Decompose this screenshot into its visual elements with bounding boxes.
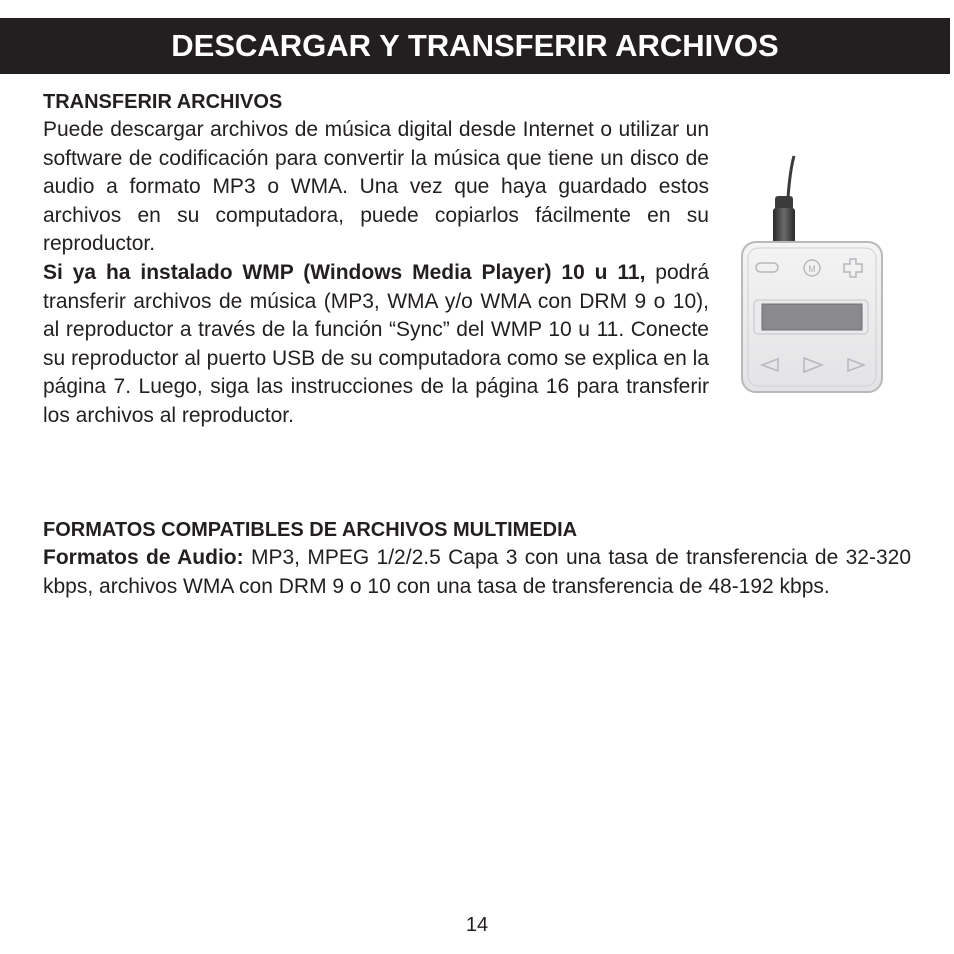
audio-formats-paragraph [43, 544, 911, 601]
section-heading-transfer: TRANSFERIR ARCHIVOS [43, 91, 283, 113]
section-heading-formats: FORMATOS COMPATIBLES DE ARCHIVOS MULTIMEDIA [43, 519, 578, 541]
wmp-bold-lead: Si ya ha instalado WMP (Windows Media Player) 10 u 11, [43, 261, 646, 284]
audio-formats-text: MP3, MPEG 1/2/2.5 Capa 3 con una tasa de transferencia de 32-320 kbps, archivos WMA con DRM 9 o 10 con una tasa de transferencia de 48-192 kbps. [43, 546, 911, 598]
header-bar [0, 18, 950, 74]
usb-cable [788, 156, 794, 198]
lcd-screen [762, 304, 862, 330]
audio-formats-label: Formatos de Audio: [43, 546, 244, 569]
page-number: 14 [465, 914, 489, 936]
wmp-instructions: podrá transferir archivos de música (MP3, WMA y/o WMA con DRM 9 o 10), al reproductor a través de la función “Sync” del WMP 10 u 11. Conecte su reproductor al puerto USB de su computadora como se explica en la página 7. Luego, siga las instrucciones de la página 16 para transferir los archivos al reproductor. [43, 261, 709, 427]
transfer-paragraph-1: Puede descargar archivos de música digital desde Internet o utilizar un software de codificación para convertir la música que tiene un disco de audio a formato MP3 o WMA. Una vez que haya guardado estos archivos en su computadora, puede copiarlos fácilmente en su reproductor. [43, 118, 709, 255]
page-title: DESCARGAR Y TRANSFERIR ARCHIVOS [171, 28, 779, 63]
usb-plug [773, 208, 795, 243]
mp3-player-illustration [736, 150, 886, 400]
transfer-paragraph-2 [43, 259, 709, 430]
menu-button-label: M [808, 264, 816, 274]
